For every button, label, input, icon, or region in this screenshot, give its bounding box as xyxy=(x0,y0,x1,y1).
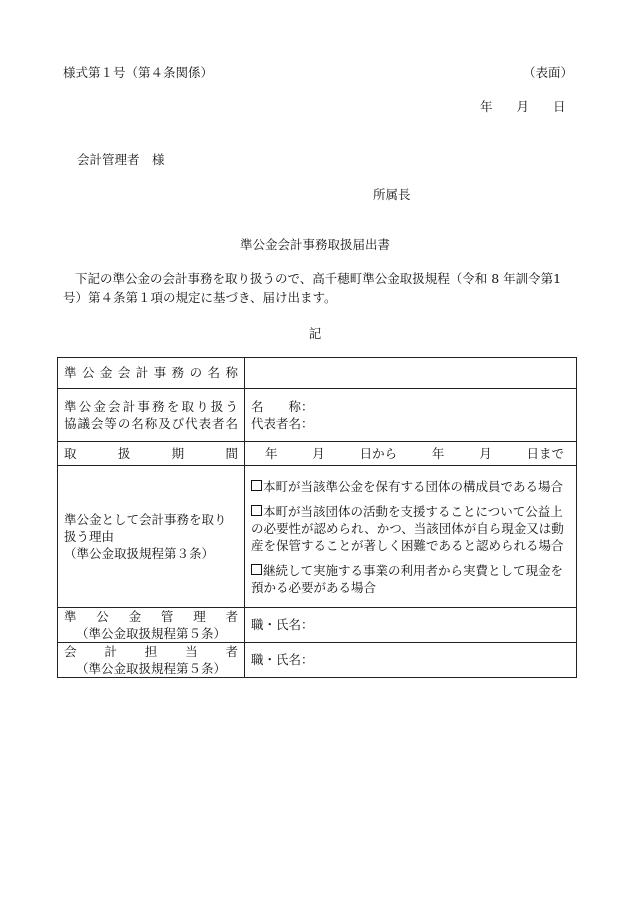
checkbox-icon[interactable] xyxy=(251,480,262,491)
from-day: 日から xyxy=(359,445,398,461)
organization-name-label: 名 称： xyxy=(251,399,314,414)
document-title: 準公金会計事務取扱届出書 xyxy=(239,237,390,252)
reason-option[interactable]: 継続して実施する事業の利用者から実費として現金を預かる必要がある場合 xyxy=(251,562,564,595)
table-row-manager xyxy=(58,608,577,643)
table-row-accountant xyxy=(58,643,577,678)
date-year: 年 xyxy=(480,99,493,114)
reason-options xyxy=(245,466,577,608)
table-row-organization xyxy=(58,389,577,442)
row-label: 準公金会計事務の名称 xyxy=(58,358,245,389)
affiliation-label: 所属長 xyxy=(373,187,411,202)
addressee: 会計管理者 様 xyxy=(77,152,165,167)
table-row-name xyxy=(58,358,577,389)
intro-paragraph: 下記の準公金の会計事務を取り扱うので、高千穂町準公金取扱規程（令和 8 年訓令第1 号）第４条第１項の規定に基づき、届け出ます。 xyxy=(63,271,562,305)
row-label: 準公金会計事務を取り扱う 協議会等の名称及び代表者名 xyxy=(58,389,245,442)
manager-field[interactable] xyxy=(245,608,577,643)
from-year: 年 xyxy=(265,445,278,461)
to-month: 月 xyxy=(479,445,492,461)
from-month: 月 xyxy=(312,445,325,461)
row-label: 取扱期間 xyxy=(58,442,245,466)
representative-label: 代表者名： xyxy=(251,416,314,431)
manager-value-label: 職・氏名： xyxy=(251,617,314,633)
date-day: 日 xyxy=(553,99,566,114)
row-label: 会計担当者 （準公金取扱規程第５条） xyxy=(58,643,245,678)
side-indicator: （表面） xyxy=(523,65,574,80)
checkbox-icon[interactable] xyxy=(251,564,262,575)
table-row-reason xyxy=(58,466,577,608)
date-month: 月 xyxy=(516,99,530,114)
date-line xyxy=(480,98,566,116)
accounting-name-field[interactable] xyxy=(245,358,577,389)
row-label: 準公金管理者 （準公金取扱規程第５条） xyxy=(58,608,245,643)
organization-field[interactable] xyxy=(245,389,577,442)
table-row-period xyxy=(58,442,577,466)
row-label: 準公金として会計事務を取り 扱う理由 （準公金取扱規程第３条） xyxy=(58,466,245,608)
ki-heading: 記 xyxy=(308,326,322,341)
reason-option[interactable]: 本町が当該団体の活動を支援することについて公益上の必要性が認められ、かつ、当該団体が自ら現金又は動産を保管することが著しく困難であると認められる場合 xyxy=(251,503,564,553)
form-table xyxy=(57,357,577,678)
accountant-field[interactable] xyxy=(245,643,577,678)
to-year: 年 xyxy=(431,445,445,461)
form-number: 様式第１号（第４条関係） xyxy=(63,65,214,80)
reason-option[interactable]: 本町が当該準公金を保有する団体の構成員である場合 xyxy=(251,478,570,495)
checkbox-icon[interactable] xyxy=(251,505,262,516)
to-day: 日まで xyxy=(526,445,564,461)
period-field[interactable] xyxy=(245,442,577,466)
accountant-value-label: 職・氏名： xyxy=(251,652,314,668)
